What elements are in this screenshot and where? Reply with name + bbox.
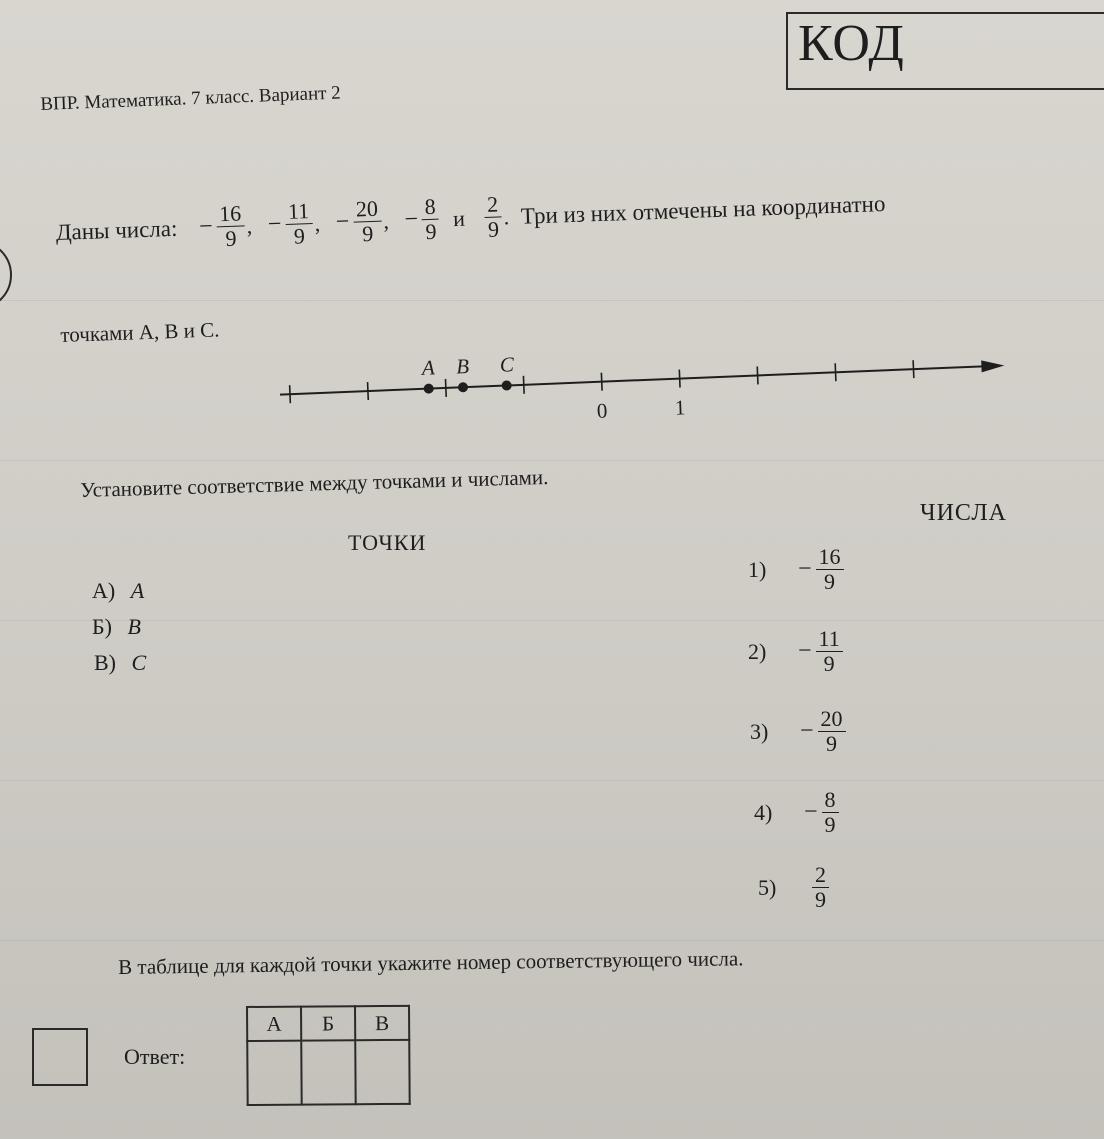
option-denominator: 9 [824, 569, 836, 595]
option-sign: − [800, 718, 814, 745]
option-numerator: 11 [816, 627, 843, 652]
number-4-fraction [421, 195, 440, 245]
number-line [270, 335, 1010, 425]
point-label: C [131, 650, 147, 675]
option-numerator: 16 [816, 545, 844, 570]
number-line-tick-label: 1 [674, 395, 686, 420]
number-line-tick [757, 366, 758, 384]
points-caption: точками A, B и C. [60, 317, 220, 347]
number-3-separator: , [382, 208, 390, 234]
option-fraction [816, 545, 844, 594]
number-3-denominator: 9 [361, 221, 374, 247]
answer-header-c: В [355, 1006, 409, 1040]
option-4 [754, 788, 839, 837]
answer-label: Ответ: [124, 1044, 186, 1069]
table-instruction: В таблице для каждой точки укажите номер соответствующего числа. [118, 946, 744, 979]
number-1-numerator: 16 [216, 201, 245, 227]
number-line-tick [523, 376, 524, 394]
number-line-tick [445, 379, 446, 397]
point-key: В) [94, 650, 116, 675]
page-header: ВПР. Математика. 7 класс. Вариант 2 [40, 82, 342, 115]
number-1-sign: − [198, 213, 214, 241]
number-5-separator: . [503, 203, 510, 230]
number-2-fraction [285, 199, 314, 249]
points-header: ТОЧКИ [348, 530, 427, 555]
option-1 [748, 545, 844, 594]
given-lead: Даны числа: [55, 215, 178, 245]
option-denominator: 9 [815, 887, 826, 913]
number-line-tick-label: 0 [596, 398, 608, 423]
answer-cell-c[interactable] [355, 1040, 409, 1104]
option-numerator: 8 [822, 788, 839, 813]
score-box [32, 1028, 88, 1086]
option-5 [758, 863, 829, 912]
option-fraction [812, 863, 829, 912]
given-numbers-line [55, 179, 886, 257]
option-fraction [816, 627, 843, 676]
number-line-axis [280, 366, 989, 394]
number-line-tick [290, 385, 291, 403]
option-sign: − [798, 556, 812, 583]
option-number: 2) [748, 638, 767, 664]
point-row-a [92, 578, 144, 604]
number-2-numerator: 11 [285, 199, 313, 225]
number-4-denominator: 9 [425, 218, 437, 245]
number-line-tick [679, 370, 680, 388]
option-fraction [822, 788, 839, 837]
number-line-point-label: B [455, 354, 470, 379]
number-4-separator: и [452, 205, 466, 231]
point-row-c [94, 650, 146, 676]
option-3 [750, 707, 846, 756]
number-2-sign: − [267, 211, 282, 238]
number-line-tick [835, 363, 836, 381]
numbers-header: ЧИСЛА [920, 500, 1007, 526]
number-2-denominator: 9 [293, 223, 306, 249]
number-line-point-label: A [421, 355, 436, 380]
number-4-sign: − [404, 206, 419, 233]
option-denominator: 9 [826, 731, 838, 757]
point-label: A [130, 578, 145, 603]
number-1-fraction [216, 201, 246, 251]
number-line-point [424, 383, 434, 393]
number-5-numerator: 2 [484, 192, 502, 218]
number-3-fraction [352, 197, 382, 247]
option-sign: − [798, 638, 812, 665]
point-key: Б) [92, 614, 112, 639]
point-key: А) [92, 578, 116, 603]
option-2 [748, 627, 843, 676]
option-sign: − [804, 799, 818, 826]
answer-header-b: Б [301, 1006, 355, 1040]
answer-cell-a[interactable] [247, 1041, 301, 1105]
number-line-tick [913, 360, 914, 378]
option-number: 5) [758, 874, 777, 900]
number-4-numerator: 8 [421, 195, 439, 221]
number-line-point [458, 382, 468, 392]
option-numerator: 2 [812, 863, 829, 888]
number-1-denominator: 9 [225, 225, 237, 252]
given-tail: Три из них отмечены на координатно [520, 190, 886, 229]
number-5-denominator: 9 [487, 216, 500, 243]
option-number: 4) [754, 799, 773, 825]
number-line-tick [368, 382, 369, 400]
number-1-separator: , [246, 212, 253, 239]
answer-header-a: А [247, 1007, 301, 1041]
number-line-ticks [290, 360, 916, 425]
option-number: 3) [750, 718, 769, 744]
number-line-point [501, 380, 511, 390]
answer-table [246, 1005, 411, 1106]
code-label: КОД [798, 15, 905, 72]
number-line-arrow [981, 360, 1004, 373]
number-3-sign: − [335, 208, 350, 236]
answer-cell-b[interactable] [301, 1040, 355, 1104]
instruction: Установите соответствие между точками и числами. [80, 464, 549, 502]
option-fraction [818, 707, 846, 756]
option-numerator: 20 [818, 707, 846, 732]
number-line-point-label: C [499, 352, 515, 377]
option-denominator: 9 [823, 651, 835, 677]
point-label: B [127, 614, 141, 639]
number-3-numerator: 20 [352, 197, 381, 223]
point-row-b [92, 614, 141, 640]
number-2-separator: , [314, 210, 321, 236]
option-number: 1) [748, 556, 767, 582]
number-5-fraction [484, 192, 503, 242]
option-denominator: 9 [824, 812, 836, 838]
number-line-tick [601, 373, 602, 391]
